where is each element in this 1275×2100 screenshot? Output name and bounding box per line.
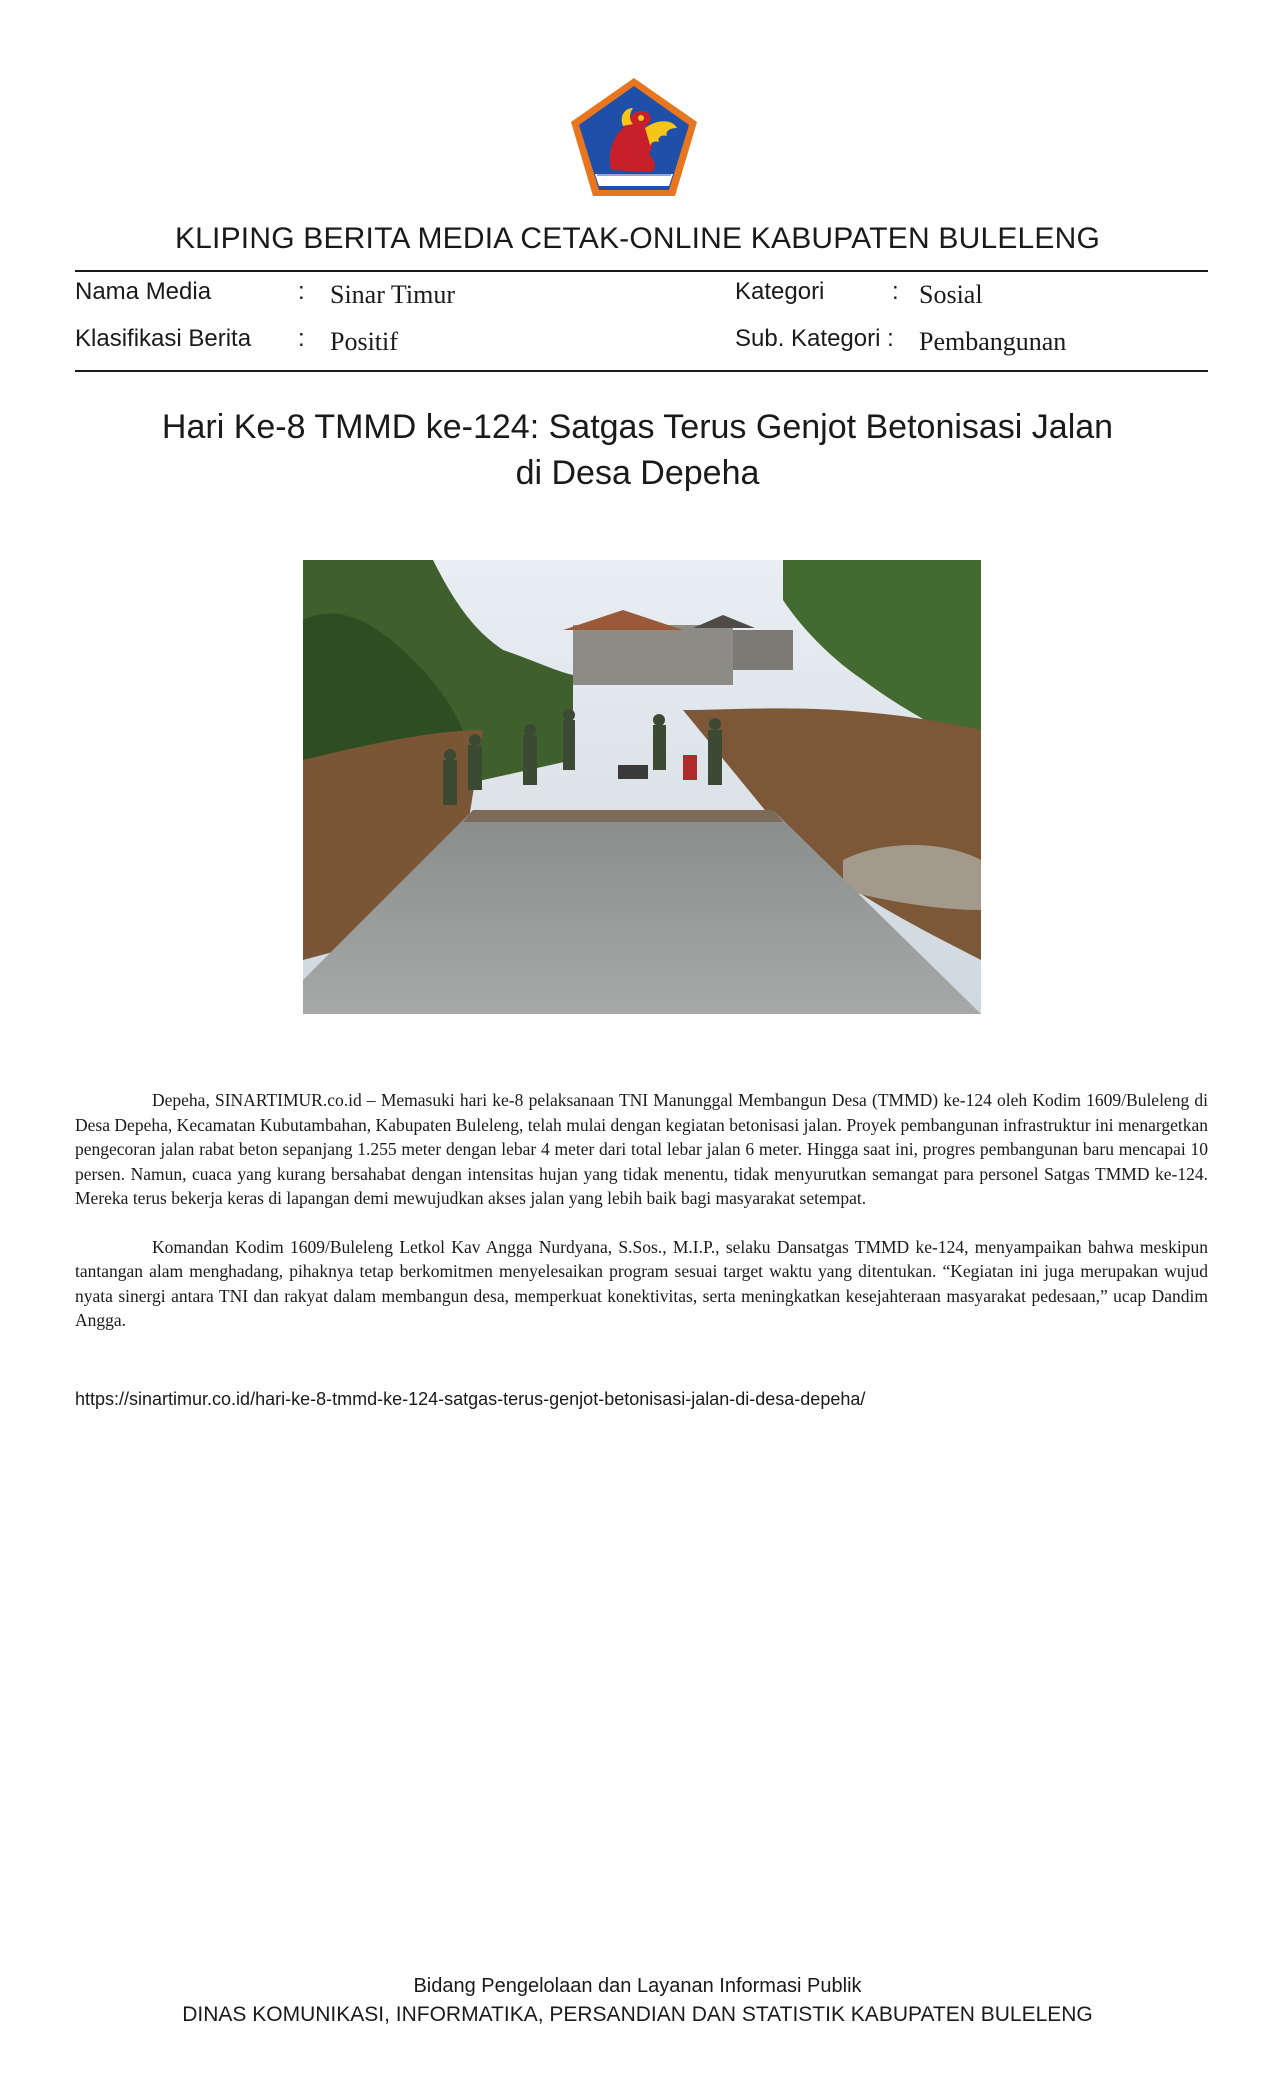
header-bottom-rule [75, 370, 1208, 372]
kategori-value: Sosial [919, 280, 983, 309]
kabupaten-buleleng-emblem [567, 74, 701, 200]
article-photo [303, 560, 981, 1014]
footer-agency: DINAS KOMUNIKASI, INFORMATIKA, PERSANDIAN DAN STATISTIK KABUPATEN BULELENG [182, 2003, 1093, 2026]
kategori-label: Kategori [735, 278, 825, 305]
article-paragraph-1: Depeha, SINARTIMUR.co.id – Memasuki hari ke-8 pelaksanaan TNI Manunggal Membangun Desa (TMMD) ke-124 oleh Kodim 1609/Buleleng di Desa Depeha, Kecamatan Kubutambahan, Kabupaten Buleleng, telah mulai dengan kegiatan betonisasi jalan. Proyek pembangunan infrastruktur ini menargetkan pengecoran jalan rabat beton sepanjang 1.255 meter dengan lebar 4 meter dari total lebar jalan 6 meter. Hingga saat ini, progres pembangunan baru mencapai 10 persen. Namun, cuaca yang kurang bersahabat dengan intensitas hujan yang tidak menentu, tidak menyurutkan semangat para personel Satgas TMMD ke-124. Mereka terus bekerja keras di lapangan demi mewujudkan akses jalan yang lebih baik bagi masyarakat setempat. [75, 1090, 1208, 1208]
document-header-title: KLIPING BERITA MEDIA CETAK-ONLINE KABUPATEN BULELENG [174, 222, 1101, 255]
source-url-link[interactable]: https://sinartimur.co.id/hari-ke-8-tmmd-ke-124-satgas-terus-genjot-betonisasi-jalan-di-desa-depeha/ [75, 1389, 866, 1409]
footer-department: Bidang Pengelolaan dan Layanan Informasi Publik [413, 1975, 862, 1997]
nama-media-colon: : [298, 278, 305, 305]
header-top-rule [75, 270, 1208, 272]
article-title-line-2: di Desa Depeha [515, 454, 760, 492]
article-title [0, 404, 1275, 496]
article-title-line-1: Hari Ke-8 TMMD ke-124: Satgas Terus Genjot Betonisasi Jalan [161, 408, 1114, 446]
klasifikasi-berita-label: Klasifikasi Berita [75, 325, 252, 352]
sub-kategori-label: Sub. Kategori : [735, 325, 894, 352]
article-paragraph-2: Komandan Kodim 1609/Buleleng Letkol Kav Angga Nurdyana, S.Sos., M.I.P., selaku Dansatgas TMMD ke-124, menyampaikan bahwa meskipun tantangan alam menghadang, pihaknya tetap berkomitmen menyelesaikan program sesuai target waktu yang ditentukan. “Kegiatan ini juga merupakan wujud nyata sinergi antara TNI dan rakyat dalam membangun desa, memperkuat konektivitas, serta meningkatkan kesejahteraan masyarakat pedesaan,” ucap Dandim Angga. [75, 1236, 1208, 1330]
klasifikasi-berita-value: Positif [330, 327, 398, 356]
kategori-colon: : [892, 278, 899, 305]
article-body [75, 1088, 1208, 1357]
klasifikasi-berita-colon: : [298, 325, 305, 352]
nama-media-label: Nama Media [75, 278, 212, 305]
sub-kategori-value: Pembangunan [919, 327, 1067, 356]
nama-media-value: Sinar Timur [330, 280, 455, 309]
